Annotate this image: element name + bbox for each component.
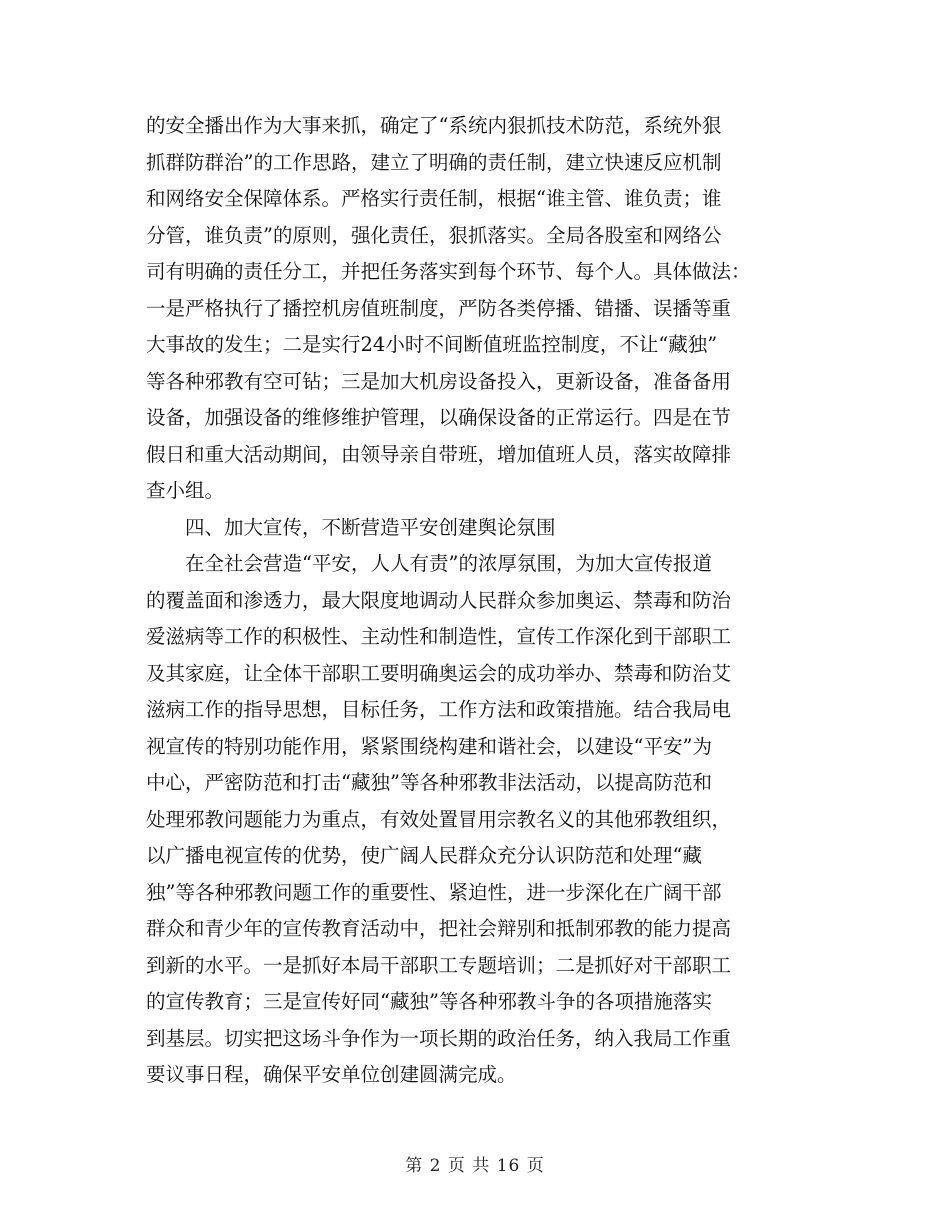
text-line: 群众和青少年的宣传教育活动中，把社会辩别和抵制邪教的能力提高 xyxy=(146,917,732,940)
section-heading: 四、加大宣传，不断营造平安创建舆论氛围 xyxy=(185,515,556,539)
text-line: 处理邪教问题能力为重点，有效处置冒用宗教名义的其他邪教组织， xyxy=(146,807,732,831)
text-line: 独”等各种邪教问题工作的重要性、紧迫性，进一步深化在广阔干部 xyxy=(146,880,722,904)
text-line: 爱滋病等工作的积极性、主动性和制造性，宣传工作深化到干部职工 xyxy=(146,625,732,648)
page-number: 第 2 页 共 16 页 xyxy=(405,1156,545,1176)
text-line: 滋病工作的指导思想，目标任务，工作方法和政策措施。结合我局电 xyxy=(146,698,732,721)
text-line: 在全社会营造“平安，人人有责”的浓厚氛围，为加大宣传报道 xyxy=(185,552,712,575)
text-line: 到基层。切实把这场斗争作为一项长期的政治任务，纳入我局工作重 xyxy=(146,1026,732,1050)
text-line: 的安全播出作为大事来抓，确定了“系统内狠抓技术防范，系统外狠 xyxy=(146,114,722,137)
text-line: 的覆盖面和渗透力，最大限度地调动人民群众参加奥运、禁毒和防治 xyxy=(146,588,732,612)
text-line: 一是严格执行了播控机房值班制度，严防各类停播、错播、误播等重 xyxy=(146,296,732,320)
text-line: 到新的水平。一是抓好本局干部职工专题培训；二是抓好对干部职工 xyxy=(146,953,732,977)
text-line: 设备，加强设备的维修维护管理，以确保设备的正常运行。四是在节 xyxy=(146,406,732,429)
text-line: 抓群防群治”的工作思路，建立了明确的责任制，建立快速反应机制 xyxy=(146,150,722,174)
text-line: 要议事日程，确保平安单位创建圆满完成。 xyxy=(146,1063,517,1086)
text-line: 及其家庭，让全体干部职工要明确奥运会的成功举办、禁毒和防治艾 xyxy=(146,661,732,685)
text-line: 的宣传教育；三是宣传好同“藏独”等各种邪教斗争的各项措施落实 xyxy=(146,990,712,1013)
document-body xyxy=(146,108,816,1094)
text-line: 大事故的发生；二是实行24小时不间断值班监控制度，不让“藏独” xyxy=(146,333,718,356)
text-line: 视宣传的特别功能作用，紧紧围绕构建和谐社会，以建设“平安”为 xyxy=(146,734,712,758)
text-line: 等各种邪教有空可钻；三是加大机房设备投入，更新设备，准备备用 xyxy=(146,369,732,393)
text-line: 查小组。 xyxy=(146,479,225,502)
text-line: 和网络安全保障体系。严格实行责任制，根据“谁主管、谁负责；谁 xyxy=(146,187,722,210)
text-line: 司有明确的责任分工，并把任务落实到每个环节、每个人。具体做法： xyxy=(146,260,751,283)
text-line: 以广播电视宣传的优势，使广阔人民群众充分认识防范和处理“藏 xyxy=(146,844,702,867)
text-line: 分管，谁负责”的原则，强化责任，狠抓落实。全局各股室和网络公 xyxy=(146,223,722,247)
text-line: 中心，严密防范和打击“藏独”等各种邪教非法活动，以提高防范和 xyxy=(146,771,712,794)
text-line: 假日和重大活动期间，由领导亲自带班，增加值班人员，落实故障排 xyxy=(146,442,732,466)
